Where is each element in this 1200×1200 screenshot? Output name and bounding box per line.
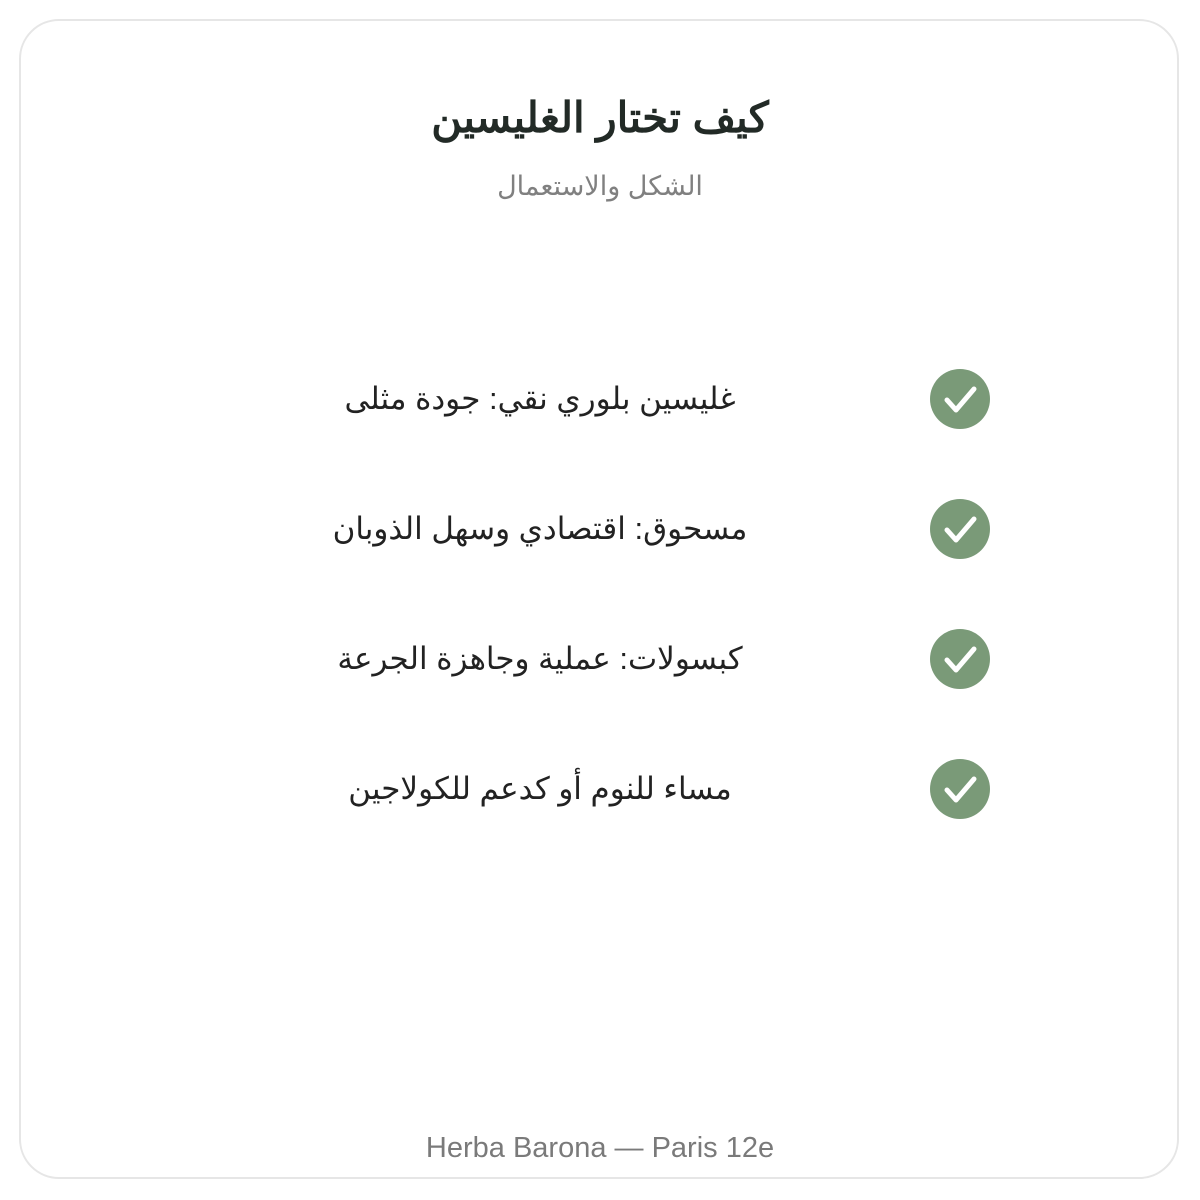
list-item (0, 368, 1200, 430)
list-item-label: كبسولات: عملية وجاهزة الجرعة (337, 641, 743, 676)
page-subtitle: الشكل والاستعمال (497, 171, 703, 201)
check-circle-icon (929, 628, 991, 690)
list-item-label: مساء للنوم أو كدعم للكولاجين (348, 771, 732, 806)
list-item-label: مسحوق: اقتصادي وسهل الذوبان (332, 511, 748, 546)
list-item (0, 758, 1200, 820)
list-item (0, 628, 1200, 690)
page-title: كيف تختار الغليسين (431, 94, 769, 141)
footer-brand: Herba Barona — Paris 12e (425, 1132, 775, 1164)
list-item (0, 498, 1200, 560)
check-circle-icon (929, 498, 991, 560)
list-item-label: غليسين بلوري نقي: جودة مثلى (344, 381, 736, 416)
check-circle-icon (929, 758, 991, 820)
check-circle-icon (929, 368, 991, 430)
